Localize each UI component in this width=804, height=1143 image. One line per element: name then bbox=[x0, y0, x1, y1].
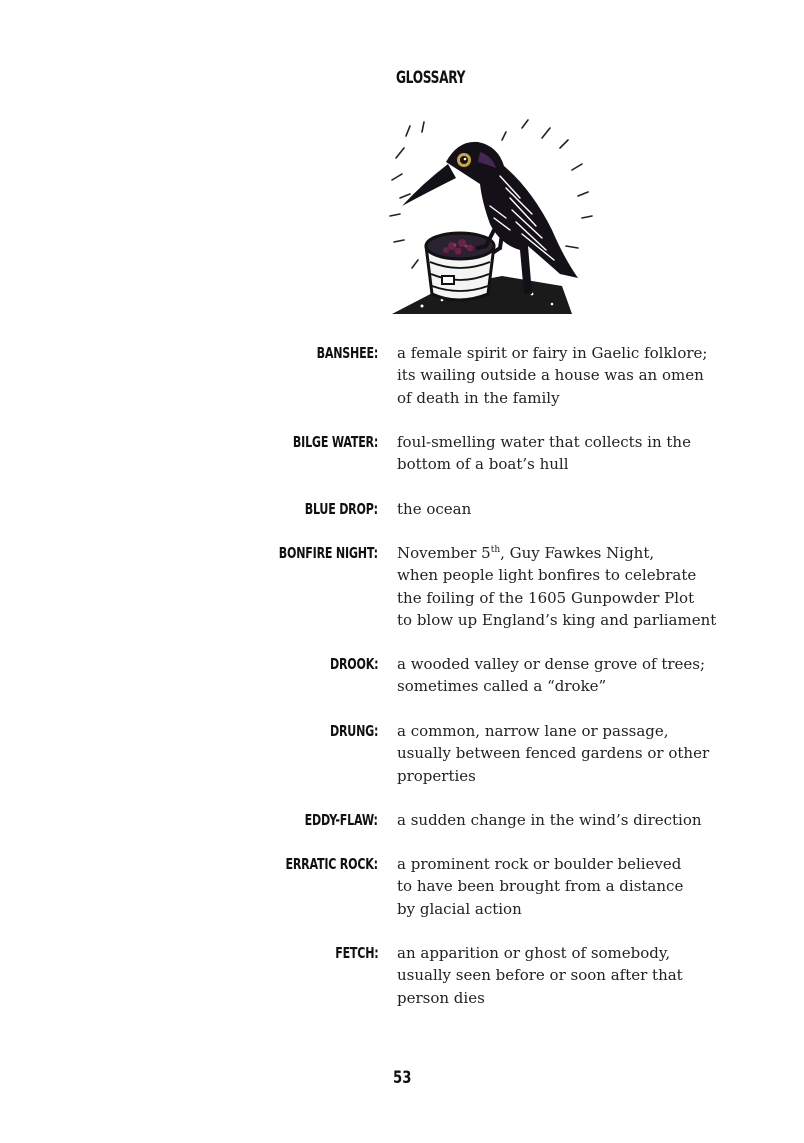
glossary-definition bbox=[397, 809, 707, 831]
definition-line: usually seen before or soon after that bbox=[397, 966, 683, 985]
definition-line: usually between fenced gardens or other bbox=[397, 744, 710, 763]
definition-line: by glacial action bbox=[397, 899, 522, 918]
glossary-definition bbox=[397, 853, 707, 920]
glossary-term: BLUE DROP: bbox=[304, 500, 378, 518]
ordinal-suffix: th bbox=[490, 545, 501, 555]
definition-line: a sudden change in the wind’s direction bbox=[397, 811, 702, 829]
glossary-term: BANSHEE: bbox=[316, 344, 378, 362]
glossary-term: ERRATIC ROCK: bbox=[285, 855, 378, 873]
definition-line: its wailing outside a house was an omen bbox=[397, 366, 704, 385]
definition-text: November 5 bbox=[397, 544, 491, 562]
glossary-term: DROOK: bbox=[329, 655, 378, 673]
definition-line: when people light bonfires to celebrate bbox=[397, 566, 697, 585]
definition-line: sometimes called a “droke” bbox=[397, 677, 607, 696]
glossary-definition bbox=[397, 942, 707, 1009]
glossary-term: FETCH: bbox=[334, 944, 378, 962]
definition-line: the foiling of the 1605 Gunpowder Plot bbox=[397, 588, 695, 607]
glossary-definition bbox=[397, 542, 717, 632]
definition-line: bottom of a boat’s hull bbox=[397, 455, 569, 474]
glossary-term: EDDY-FLAW: bbox=[304, 811, 378, 829]
crow-on-bucket-linocut-icon bbox=[382, 118, 598, 322]
definition-line: person dies bbox=[397, 988, 485, 1007]
page-number: 53 bbox=[393, 1068, 412, 1088]
glossary-definition bbox=[397, 720, 710, 787]
definition-line: of death in the family bbox=[397, 388, 560, 407]
definition-line bbox=[397, 542, 707, 564]
definition-line: a prominent rock or boulder believed bbox=[397, 855, 682, 873]
definition-line: the ocean bbox=[397, 500, 472, 518]
definition-line: to blow up England’s king and parliament bbox=[397, 611, 717, 630]
glossary-term: BONFIRE NIGHT: bbox=[278, 544, 378, 562]
page-title: GLOSSARY bbox=[396, 68, 466, 88]
definition-line: foul-smelling water that collects in the bbox=[397, 433, 691, 451]
definition-line: to have been brought from a distance bbox=[397, 877, 684, 896]
definition-line: an apparition or ghost of somebody, bbox=[397, 944, 671, 962]
glossary-definition bbox=[397, 342, 707, 409]
definition-line: a female spirit or fairy in Gaelic folklore; bbox=[397, 344, 708, 362]
definition-line: a common, narrow lane or passage, bbox=[397, 722, 669, 740]
definition-line: properties bbox=[397, 766, 476, 785]
glossary-term: DRUNG: bbox=[329, 722, 378, 740]
glossary-definition bbox=[397, 498, 707, 520]
glossary-definition bbox=[397, 431, 707, 476]
definition-line: a wooded valley or dense grove of trees; bbox=[397, 655, 706, 673]
glossary-definition bbox=[397, 653, 707, 698]
definition-text: , Guy Fawkes Night, bbox=[500, 544, 655, 562]
glossary-term: BILGE WATER: bbox=[292, 433, 378, 451]
